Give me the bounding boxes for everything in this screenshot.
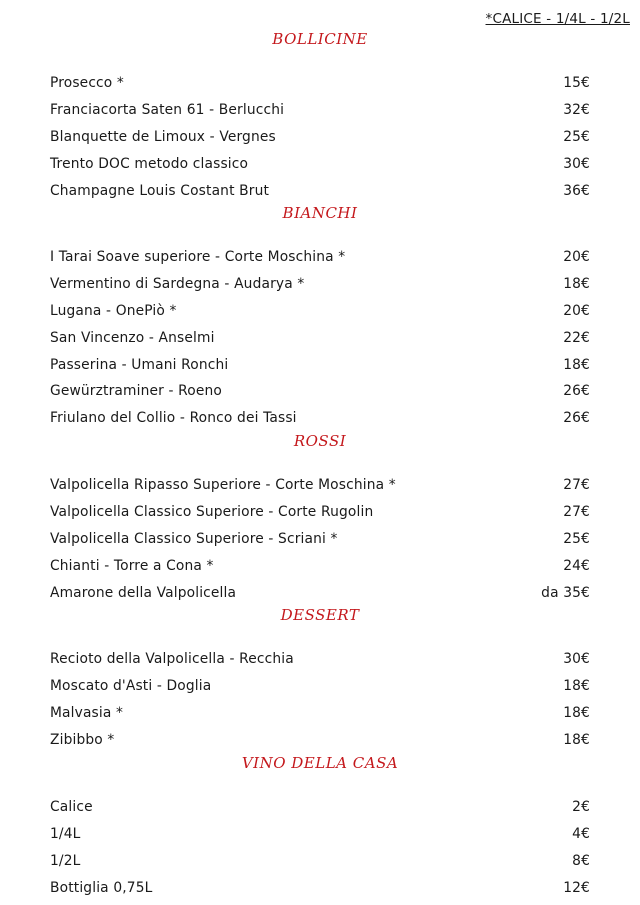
list-item [50,646,590,673]
wine-price: 36€ [563,182,590,199]
wine-list [50,70,590,204]
list-item [50,124,590,151]
list-item [50,794,590,821]
section-dessert [50,604,590,753]
wine-name: Chianti - Torre a Cona * [50,557,214,574]
wine-price: 18€ [563,276,590,293]
wine-price: 18€ [563,678,590,695]
list-item [50,700,590,727]
list-item [50,324,590,351]
section-title: ROSSI [293,432,347,450]
section-title: BIANCHI [282,204,358,222]
wine-list [50,472,590,606]
wine-price: 4€ [572,826,590,843]
wine-price: 30€ [563,155,590,172]
list-item [50,848,590,875]
wine-price: 25€ [563,128,590,145]
section-title: BOLLICINE [272,30,368,48]
wine-price: 18€ [563,704,590,721]
wine-price: 2€ [572,799,590,816]
wine-name: Gewürztraminer - Roeno [50,383,222,400]
wine-list [50,794,590,901]
wine-price: 18€ [563,356,590,373]
wine-name: Amarone della Valpolicella [50,584,237,601]
list-item [50,378,590,405]
section-title: VINO DELLA CASA [241,754,399,772]
list-item [50,70,590,97]
wine-price: 8€ [572,852,590,869]
section-bianchi [50,202,590,432]
section-bollicine [50,28,590,204]
list-item [50,673,590,700]
wine-name: Trento DOC metodo classico [50,155,249,172]
list-item [50,472,590,499]
wine-price: 18€ [563,731,590,748]
list-item [50,177,590,204]
list-item [50,271,590,298]
list-item [50,244,590,271]
list-item [50,298,590,325]
list-item [50,97,590,124]
wine-name: Recioto della Valpolicella - Recchia [50,651,294,668]
section-title: DESSERT [280,606,360,624]
wine-name: Lugana - OnePiò * [50,302,177,319]
wine-price: 20€ [563,249,590,266]
wine-price: 22€ [563,329,590,346]
list-item [50,405,590,432]
wine-price: 26€ [563,383,590,400]
wine-price: 25€ [563,530,590,547]
section-vino-della-casa [50,752,590,901]
wine-name: 1/2L [50,852,81,869]
wine-name: Vermentino di Sardegna - Audarya * [50,276,305,293]
wine-price: 32€ [563,102,590,119]
wine-price: 20€ [563,302,590,319]
wine-name: Calice [50,799,93,816]
wine-price: 27€ [563,504,590,521]
wine-price: da 35€ [541,584,590,601]
wine-name: Valpolicella Classico Superiore - Corte Rugolin [50,504,374,521]
wine-name: I Tarai Soave superiore - Corte Moschina * [50,249,346,266]
wine-name: Passerina - Umani Ronchi [50,356,229,373]
list-item [50,351,590,378]
wine-name: Champagne Louis Costant Brut [50,182,270,199]
wine-name: Blanquette de Limoux - Vergnes [50,128,276,145]
wine-name: Friulano del Collio - Ronco dei Tassi [50,410,297,427]
wine-list [50,244,590,432]
list-item [50,552,590,579]
wine-name: Zibibbo * [50,731,115,748]
wine-name: Moscato d'Asti - Doglia [50,678,212,695]
wine-list [50,646,590,753]
list-item [50,821,590,848]
wine-price: 12€ [563,879,590,896]
wine-name: San Vincenzo - Anselmi [50,329,215,346]
wine-price: 15€ [563,75,590,92]
wine-name: Valpolicella Classico Superiore - Scriani * [50,530,338,547]
wine-price: 26€ [563,410,590,427]
wine-price: 27€ [563,477,590,494]
list-item [50,726,590,753]
wine-name: Malvasia * [50,704,124,721]
glass-quantity-note: *CALICE - 1/4L - 1/2L [485,11,630,27]
section-rossi [50,430,590,606]
list-item [50,150,590,177]
list-item [50,526,590,553]
wine-name: Franciacorta Saten 61 - Berlucchi [50,102,285,119]
wine-name: Prosecco * [50,75,124,92]
wine-name: Bottiglia 0,75L [50,879,153,896]
wine-price: 30€ [563,651,590,668]
wine-name: 1/4L [50,826,81,843]
list-item [50,499,590,526]
wine-price: 24€ [563,557,590,574]
wine-name: Valpolicella Ripasso Superiore - Corte Moschina * [50,477,396,494]
list-item [50,579,590,606]
list-item [50,874,590,901]
